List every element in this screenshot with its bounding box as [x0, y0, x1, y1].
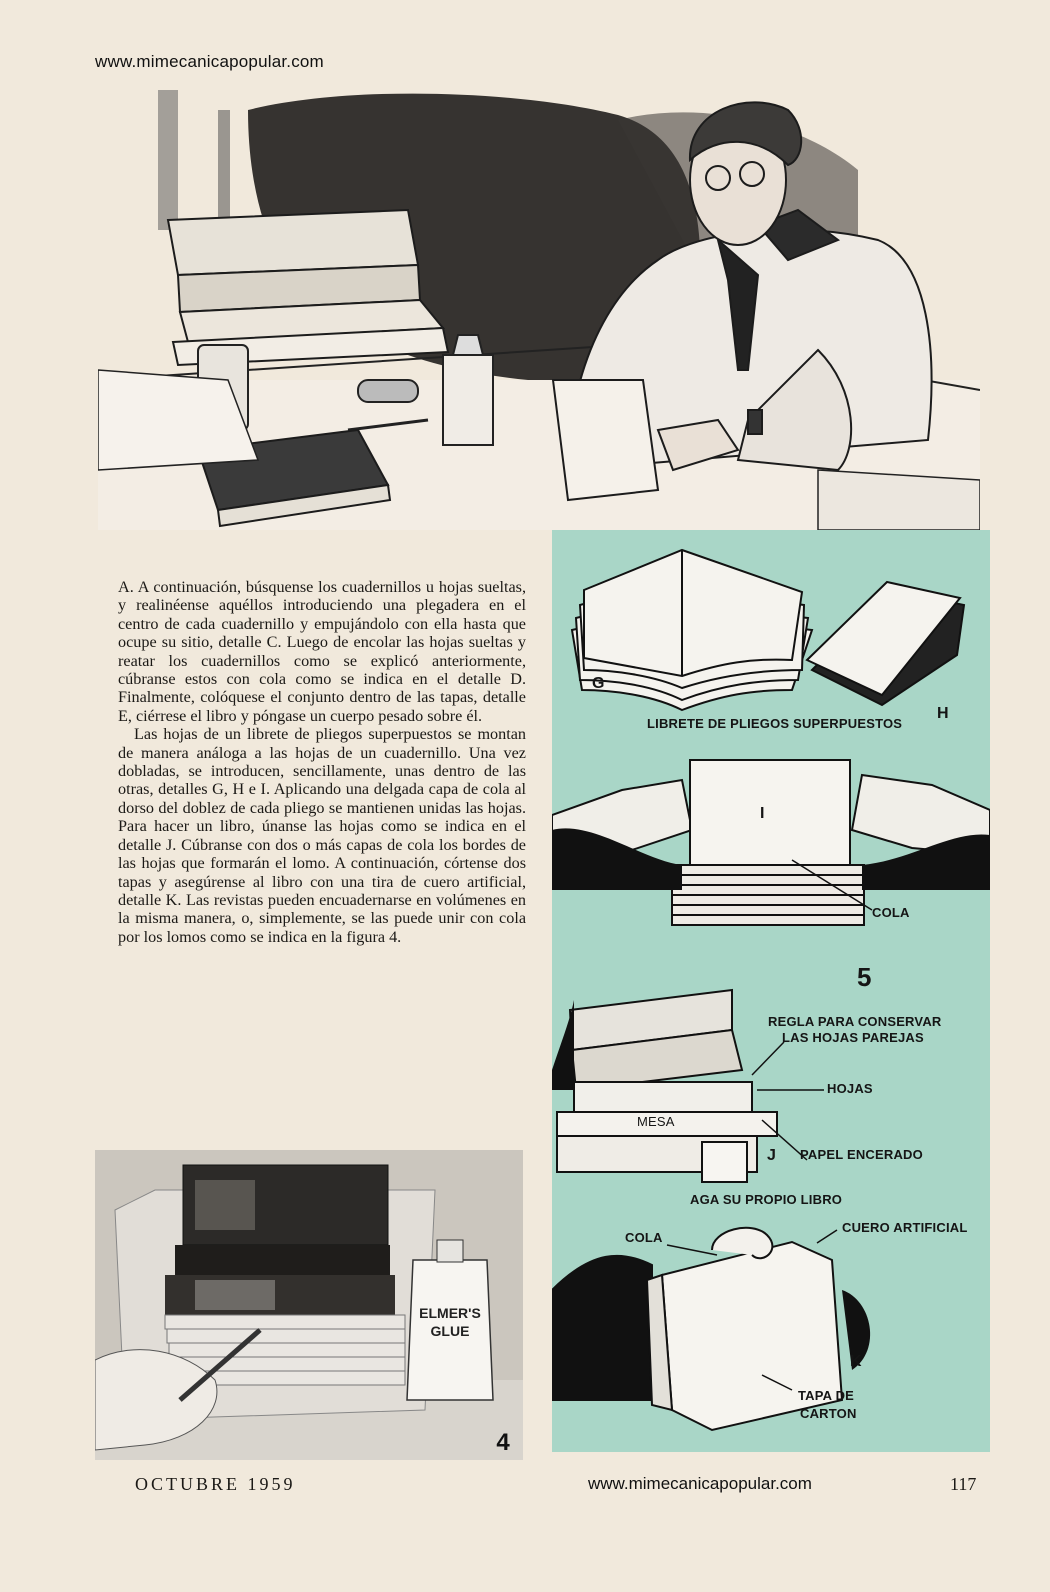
label-cuero: CUERO ARTIFICIAL	[842, 1220, 968, 1235]
label-j: J	[767, 1147, 777, 1164]
page-number: 117	[950, 1474, 977, 1494]
figure-4-number: 4	[496, 1429, 510, 1456]
article-paragraph-2: Las hojas de un librete de pliegos superpuestos se montan de manera análoga a las hojas de un cuadernillo. Una vez dobladas, se introducen, sencillamente, unas dentro de las otras, detalles G, H e I. Aplicando una delgada capa de cola al dorso del doblez de cada pliego se mantienen unidas las hojas. Para hacer un libro, únanse las hojas como se indica en el detalle J. Cúbranse con dos o más capas de cola los bordes de las hojas que formarán el lomo. A continuación, córtense dos tapas y asegúrense al libro con una tira de cuero artificial, detalle K. Las revistas pueden encuadernarse en volúmenes en la misma manera, o, simplemente, se las puede unir con cola por los lomos como se indica en la figura 4.	[118, 725, 526, 946]
label-tapa-2: CARTON	[800, 1406, 857, 1421]
diagram-panel	[552, 530, 990, 1452]
label-g: G	[592, 675, 605, 692]
label-h: H	[937, 705, 949, 722]
label-mesa: MESA	[637, 1114, 675, 1129]
article-body	[118, 578, 526, 946]
label-regla-1: REGLA PARA CONSERVAR	[768, 1014, 942, 1029]
figure-5-number: 5	[857, 962, 872, 992]
article-paragraph-1: A. A continuación, búsquense los cuadernillos u hojas sueltas, y realinéense aquéllos introduciendo una plegadera en el centro de cada cuadernillo y empujándolo con ella hasta que ocupe su sitio, detalle C. Luego de encolar las hojas sueltas y reatar los cuadernillos como se explicó anteriormente, cúbranse estos con cola como se indica en el detalle D. Finalmente, colóquese el conjunto dentro de las tapas, detalle E, ciérrese el libro y póngase un cuerpo pesado sobre él.	[118, 578, 526, 725]
label-cola-i: COLA	[872, 905, 910, 920]
label-regla-2: LAS HOJAS PAREJAS	[782, 1030, 924, 1045]
label-i: I	[760, 805, 765, 822]
caption-gh: LIBRETE DE PLIEGOS SUPERPUESTOS	[647, 716, 903, 731]
bottle-label-1: ELMER'S	[419, 1305, 481, 1321]
hero-illustration	[98, 90, 980, 530]
label-tapa-1: TAPA DE	[798, 1388, 855, 1403]
label-hojas: HOJAS	[827, 1081, 873, 1096]
figure-4-photo	[95, 1150, 523, 1460]
caption-j: AGA SU PROPIO LIBRO	[690, 1192, 843, 1207]
footer-month: OCTUBRE 1959	[135, 1474, 296, 1494]
label-papel: PAPEL ENCERADO	[800, 1147, 923, 1162]
label-cola-k: COLA	[625, 1230, 663, 1245]
footer-url[interactable]: www.mimecanicapopular.com	[588, 1474, 812, 1493]
label-k: K	[850, 1353, 862, 1370]
header-url[interactable]: www.mimecanicapopular.com	[95, 52, 324, 71]
bottle-label-2: GLUE	[430, 1323, 470, 1339]
